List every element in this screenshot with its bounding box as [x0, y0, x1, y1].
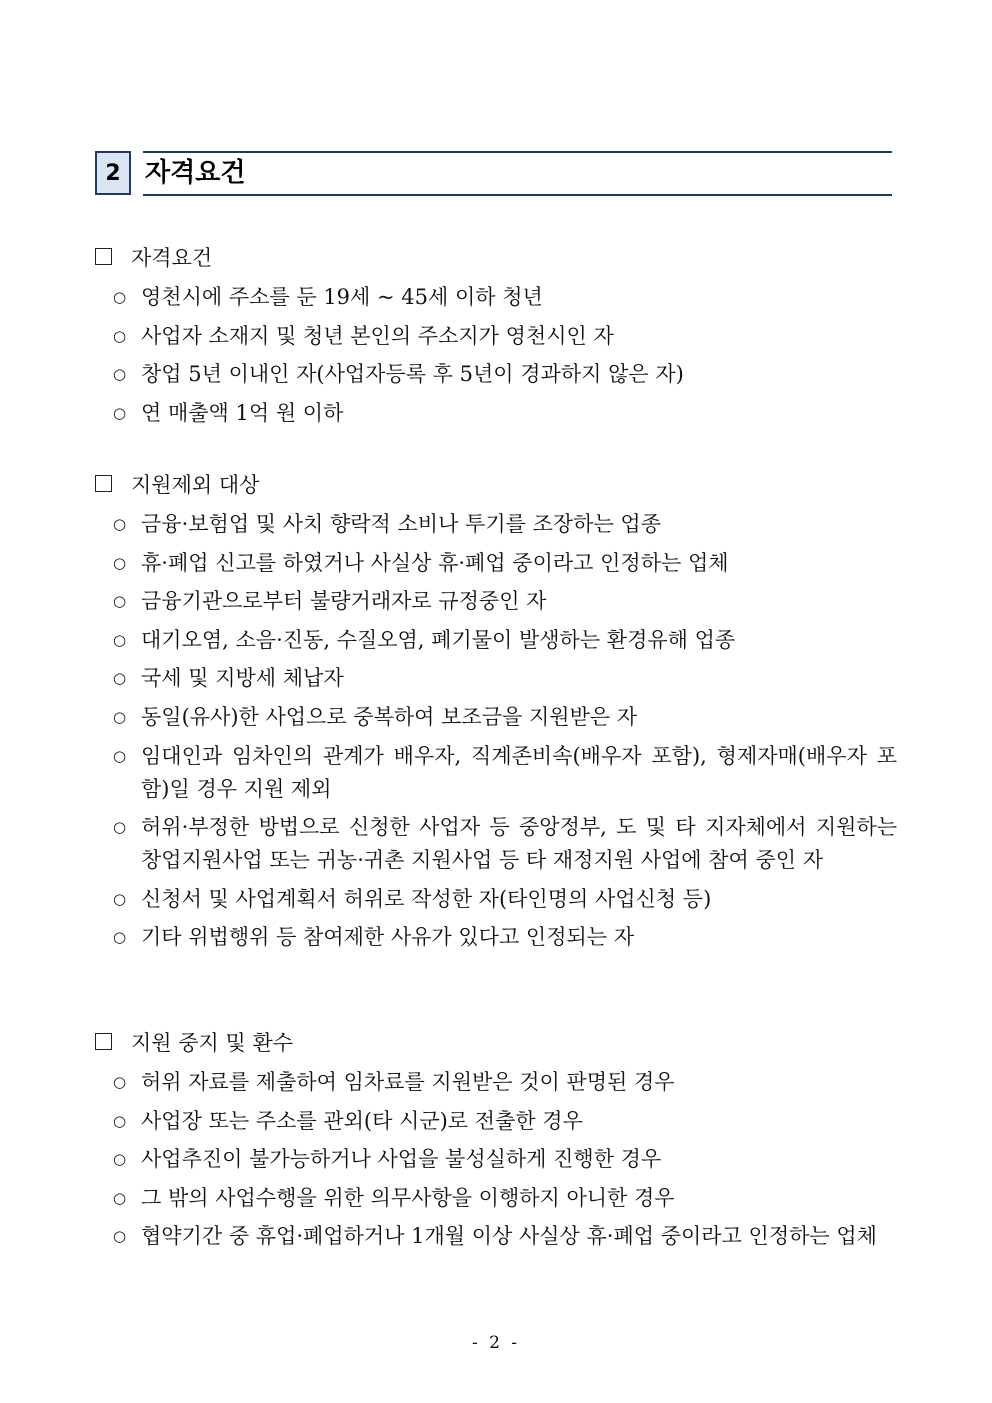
list-item: ○ 휴·폐업 신고를 하였거나 사실상 휴·폐업 중이라고 인정하는 업체	[95, 547, 897, 580]
bullet-icon: ○	[113, 1073, 127, 1091]
bullet-icon: ○	[113, 707, 127, 726]
bullet-icon: ○	[113, 288, 127, 306]
list-item: ○ 금융·보험업 및 사치 향락적 소비나 투기를 조장하는 업종	[95, 508, 897, 541]
bullet-icon: ○	[113, 553, 127, 572]
list-item: ○ 대기오염, 소음·진동, 수질오염, 폐기물이 발생하는 환경유해 업종	[95, 624, 897, 657]
list-item: ○ 사업추진이 불가능하거나 사업을 불성실하게 진행한 경우	[95, 1143, 897, 1176]
bullet-icon: ○	[113, 928, 127, 947]
heading-text: 지원제외 대상	[131, 473, 260, 497]
bullet-icon: ○	[113, 1227, 127, 1246]
bullet-icon: ○	[113, 1150, 127, 1169]
checkbox-icon	[95, 1033, 112, 1050]
section-title: 자격요건	[143, 151, 892, 196]
bullet-icon: ○	[113, 818, 127, 837]
list-item: ○ 허위·부정한 방법으로 신청한 사업자 등 중앙정부, 도 및 타 지자체에서 지원하는 창업지원사업 또는 귀농·귀촌 지원사업 등 타 재정지원 사업에 참여 중인 자	[95, 811, 897, 877]
page-number: - 2 -	[471, 1333, 521, 1353]
bullet-icon: ○	[113, 365, 127, 384]
list-item: ○ 그 밖의 사업수행을 위한 의무사항을 이행하지 아니한 경우	[95, 1182, 897, 1215]
section-heading	[95, 470, 897, 500]
bullet-icon: ○	[113, 1111, 127, 1130]
section-exclusions	[95, 470, 897, 960]
list-item: ○ 연 매출액 1억 원 이하	[95, 397, 897, 430]
bullet-icon: ○	[113, 515, 127, 533]
bullet-icon: ○	[113, 592, 127, 611]
checkbox-icon	[95, 248, 112, 265]
section-heading	[95, 243, 897, 273]
list-item: ○ 협약기간 중 휴업·폐업하거나 1개월 이상 사실상 휴·폐업 중이라고 인정하는 업체	[95, 1220, 897, 1253]
heading-text: 자격요건	[131, 246, 213, 270]
section-qualification	[95, 243, 897, 435]
list-item: ○ 사업자 소재지 및 청년 본인의 주소지가 영천시인 자	[95, 320, 897, 353]
list-item: ○ 금융기관으로부터 불량거래자로 규정중인 자	[95, 585, 897, 618]
list-item: ○ 국세 및 지방세 체납자	[95, 662, 897, 695]
bullet-icon: ○	[113, 746, 127, 765]
list-item: ○ 동일(유사)한 사업으로 중복하여 보조금을 지원받은 자	[95, 701, 897, 734]
bullet-icon: ○	[113, 669, 127, 688]
section-header	[95, 151, 892, 198]
bullet-icon: ○	[113, 1188, 127, 1207]
bullet-icon: ○	[113, 403, 127, 422]
section-heading	[95, 1028, 897, 1058]
list-item: ○ 허위 자료를 제출하여 임차료를 지원받은 것이 판명된 경우	[95, 1066, 897, 1099]
list-item: ○ 창업 5년 이내인 자(사업자등록 후 5년이 경과하지 않은 자)	[95, 358, 897, 391]
bullet-icon: ○	[113, 630, 127, 649]
checkbox-icon	[95, 475, 112, 492]
section-number: 2	[95, 151, 131, 195]
heading-text: 지원 중지 및 환수	[131, 1031, 294, 1055]
list-item: ○ 사업장 또는 주소를 관외(타 시군)로 전출한 경우	[95, 1105, 897, 1138]
list-item: ○ 신청서 및 사업계획서 허위로 작성한 자(타인명의 사업신청 등)	[95, 883, 897, 916]
list-item: ○ 임대인과 임차인의 관계가 배우자, 직계존비속(배우자 포함), 형제자매(배우자 포함)일 경우 지원 제외	[95, 740, 897, 806]
list-item: ○ 영천시에 주소를 둔 19세 ~ 45세 이하 청년	[95, 281, 897, 314]
section-suspension	[95, 1028, 897, 1259]
bullet-icon: ○	[113, 889, 127, 908]
bullet-icon: ○	[113, 326, 127, 345]
list-item: ○ 기타 위법행위 등 참여제한 사유가 있다고 인정되는 자	[95, 921, 897, 954]
